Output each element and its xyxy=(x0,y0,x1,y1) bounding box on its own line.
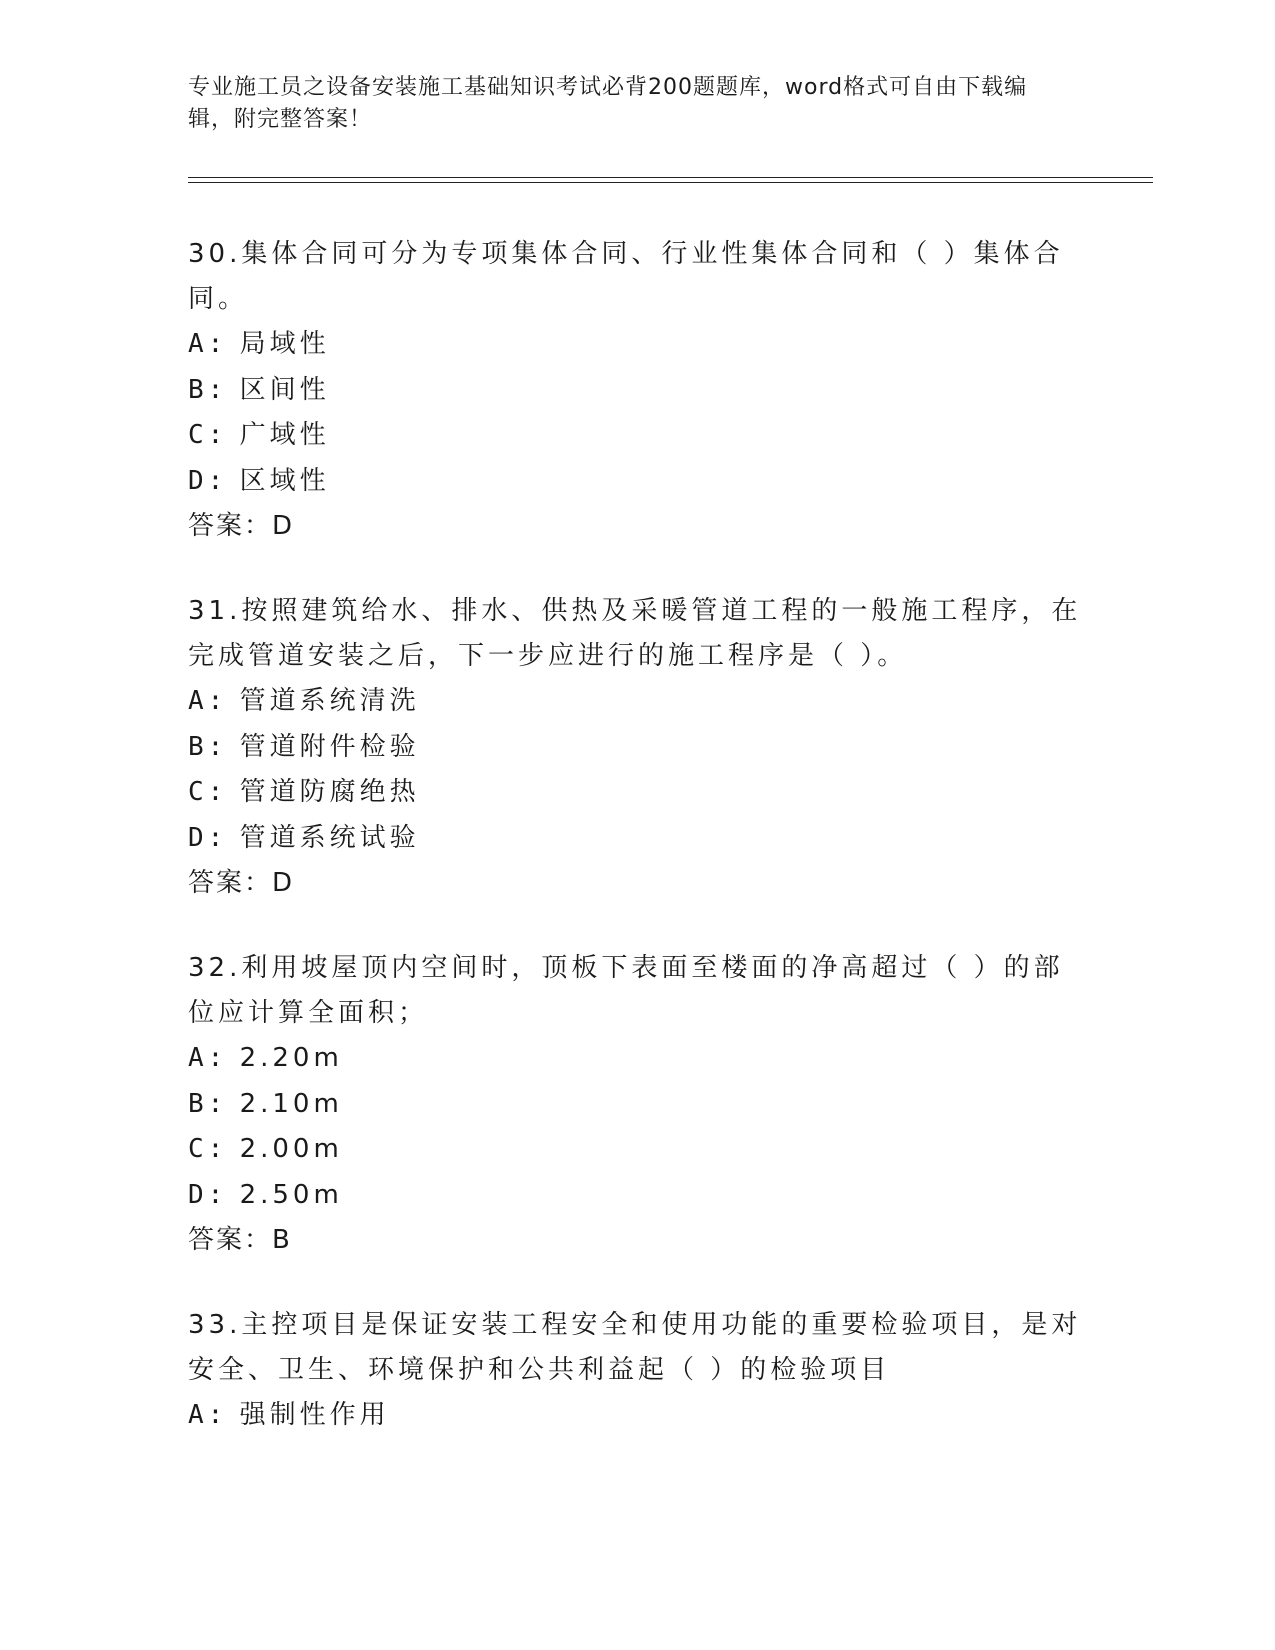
option-letter: D: xyxy=(188,465,228,496)
option-a xyxy=(188,1036,1088,1082)
option-text: 2.00m xyxy=(239,1134,343,1164)
option-letter: B: xyxy=(188,374,228,405)
question-stem: 31.按照建筑给水、排水、供热及采暖管道工程的一般施工程序，在完成管道安装之后，下一步应进行的施工程序是（ ）。 xyxy=(188,596,1082,671)
option-letter: D: xyxy=(188,822,228,853)
option-letter: A: xyxy=(188,1043,228,1073)
option-d xyxy=(188,816,1088,862)
option-a xyxy=(188,679,1088,725)
option-letter: A: xyxy=(188,329,228,359)
question-33 xyxy=(188,1303,1088,1439)
option-b xyxy=(188,1082,1088,1128)
option-letter: C: xyxy=(188,420,228,450)
option-letter: C: xyxy=(188,777,228,807)
option-text: 2.20m xyxy=(239,1043,343,1073)
answer-line: 答案：D xyxy=(188,511,295,541)
answer-line: 答案：B xyxy=(188,1225,292,1255)
option-c xyxy=(188,1127,1088,1173)
option-text: 2.50m xyxy=(239,1179,343,1210)
option-letter: B: xyxy=(188,1088,228,1119)
question-list xyxy=(188,232,1088,1479)
document-header: 专业施工员之设备安装施工基础知识考试必背200题题库，word格式可自由下载编辑，附完整答案！ xyxy=(188,75,1028,132)
option-text: 广域性 xyxy=(239,420,330,450)
question-stem: 33.主控项目是保证安装工程安全和使用功能的重要检验项目，是对安全、卫生、环境保护和公共利益起（ ）的检验项目 xyxy=(188,1310,1082,1385)
option-text: 管道防腐绝热 xyxy=(239,777,420,807)
option-a xyxy=(188,1393,1088,1439)
option-c xyxy=(188,413,1088,459)
question-stem: 32.利用坡屋顶内空间时，顶板下表面至楼面的净高超过（ ）的部位应计算全面积； xyxy=(188,953,1064,1028)
option-d xyxy=(188,1173,1088,1219)
option-text: 强制性作用 xyxy=(239,1400,390,1430)
option-letter: B: xyxy=(188,731,228,762)
option-letter: A: xyxy=(188,1400,228,1430)
option-text: 管道附件检验 xyxy=(239,731,420,762)
question-31 xyxy=(188,589,1088,906)
option-a xyxy=(188,322,1088,368)
option-text: 管道系统试验 xyxy=(239,822,420,853)
question-30 xyxy=(188,232,1088,549)
option-b xyxy=(188,725,1088,771)
option-text: 管道系统清洗 xyxy=(239,686,420,716)
option-letter: D: xyxy=(188,1179,228,1210)
answer-line: 答案：D xyxy=(188,868,295,898)
option-text: 区间性 xyxy=(239,374,330,405)
option-text: 区域性 xyxy=(239,465,330,496)
option-letter: C: xyxy=(188,1134,228,1164)
option-text: 2.10m xyxy=(239,1088,343,1119)
option-c xyxy=(188,770,1088,816)
question-stem: 30.集体合同可分为专项集体合同、行业性集体合同和（ ）集体合同。 xyxy=(188,239,1064,314)
header-rule-bottom xyxy=(188,182,1153,183)
option-letter: A: xyxy=(188,686,228,716)
header-rule-top xyxy=(188,177,1153,178)
option-text: 局域性 xyxy=(239,329,330,359)
question-32 xyxy=(188,946,1088,1263)
option-b xyxy=(188,368,1088,414)
option-d xyxy=(188,459,1088,505)
